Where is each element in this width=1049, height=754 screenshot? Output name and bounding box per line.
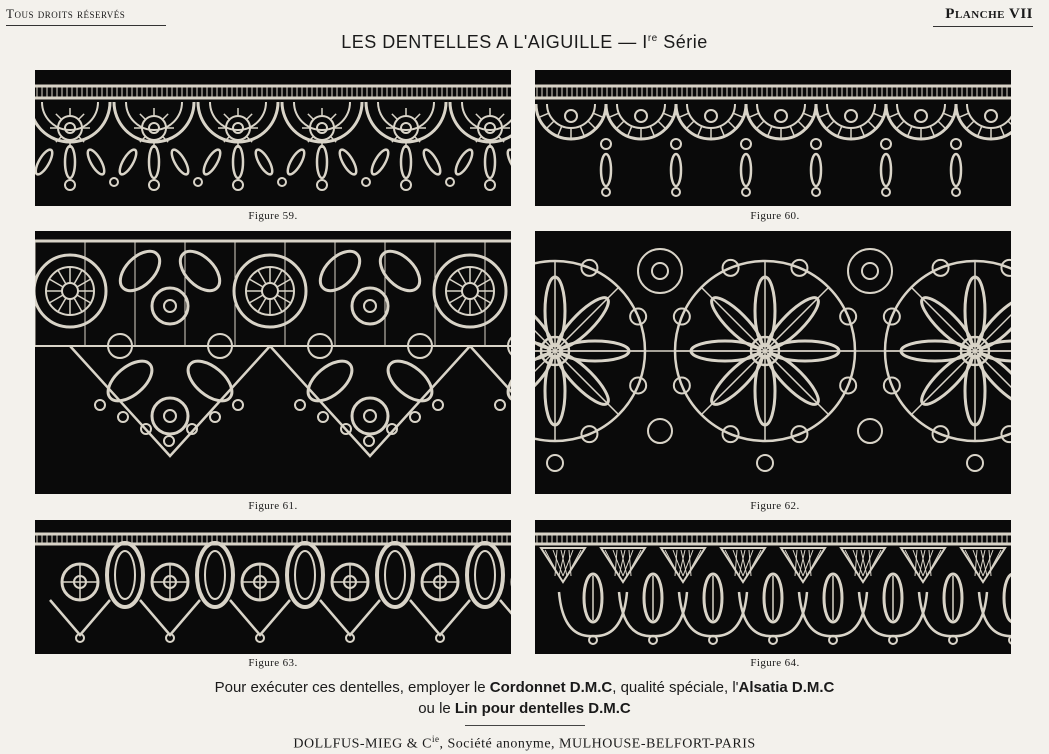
lace-motif xyxy=(317,180,327,190)
lace-motif xyxy=(401,123,411,133)
lace-motif xyxy=(77,279,91,287)
lace-motif xyxy=(1009,636,1011,644)
lace-motif xyxy=(364,436,374,446)
lace-motif xyxy=(462,283,478,299)
lace-motif xyxy=(652,263,668,279)
lace-motif xyxy=(210,412,220,422)
lace-motif xyxy=(224,114,230,120)
lace-motif xyxy=(164,410,176,422)
lace-motif xyxy=(56,114,62,120)
lace-motif xyxy=(410,412,420,422)
lace-motif xyxy=(414,114,420,120)
lace-motif xyxy=(720,126,724,136)
lace-motif xyxy=(233,123,243,133)
lace-motif xyxy=(658,121,666,129)
lace-motif xyxy=(671,154,681,186)
lace-motif xyxy=(616,121,624,129)
lace-motif xyxy=(401,180,411,190)
lace-motif xyxy=(547,104,595,128)
lace-motif xyxy=(401,146,411,178)
lace-motif xyxy=(117,147,140,176)
instructions-line-1: Pour exécuter ces dentelles, employer le Cordonnet D.M.C, qualité spéciale, l'Alsatia D.M.C xyxy=(214,679,835,696)
lace-motif xyxy=(113,244,167,298)
figure-caption-62: Figure 62. xyxy=(750,500,800,512)
lace-motif xyxy=(95,400,105,410)
lace-motif xyxy=(107,543,143,607)
lace-motif xyxy=(152,398,188,434)
lace-motif xyxy=(253,147,276,176)
lace-motif xyxy=(943,113,953,117)
lace-motif xyxy=(169,147,192,176)
lace-motif xyxy=(951,154,961,186)
lace-motif xyxy=(811,154,821,186)
lace-motif xyxy=(62,283,78,299)
lace-motif xyxy=(588,121,596,129)
lace-motif xyxy=(262,283,278,299)
lace-motif xyxy=(474,270,482,284)
lace-motif xyxy=(78,114,84,120)
lace-motif xyxy=(364,410,376,422)
lace-motif xyxy=(278,178,286,186)
lace-motif xyxy=(897,104,945,128)
lace-motif xyxy=(164,300,176,312)
lace-motif xyxy=(768,126,772,136)
lace-motif xyxy=(101,354,159,409)
lace-motif xyxy=(77,295,91,303)
figure-caption-61: Figure 61. xyxy=(248,500,298,512)
lace-motif xyxy=(819,113,829,117)
lace-motif xyxy=(317,123,327,133)
lace-motif xyxy=(277,295,291,303)
lace-motif xyxy=(149,123,159,133)
lace-motif xyxy=(881,139,891,149)
lace-motif xyxy=(410,600,470,635)
lace-motif xyxy=(115,551,135,599)
lace-motif xyxy=(249,295,263,303)
lace-motif xyxy=(152,288,188,324)
lace-motif xyxy=(318,412,328,422)
lace-motif xyxy=(967,104,1011,128)
lace-motif xyxy=(952,188,960,196)
lace-motif xyxy=(258,298,266,312)
lace-motif xyxy=(862,263,878,279)
lace-motif xyxy=(474,298,482,312)
lace-motif xyxy=(617,104,665,128)
lace-motif xyxy=(369,147,392,176)
lace-motif xyxy=(858,419,882,443)
lace-motif xyxy=(848,249,892,293)
lace-motif xyxy=(385,551,405,599)
lace-motif xyxy=(741,139,751,149)
lace-motif xyxy=(781,548,825,582)
lace-motif xyxy=(140,600,200,635)
lace-motif xyxy=(896,121,904,129)
lace-motif xyxy=(317,146,327,178)
lace-motif xyxy=(110,178,118,186)
lace-motif xyxy=(50,600,110,635)
lace-motif xyxy=(565,110,577,122)
lace-motif xyxy=(687,104,735,128)
lace-motif xyxy=(320,600,380,635)
lace-motif xyxy=(446,178,454,186)
lace-motif xyxy=(330,114,336,120)
lace-motif xyxy=(812,188,820,196)
lace-motif xyxy=(453,147,476,176)
lace-motif xyxy=(274,270,282,284)
lace-motif xyxy=(915,110,927,122)
lace-motif xyxy=(118,412,128,422)
lace-motif xyxy=(845,110,857,122)
lace-motif xyxy=(938,121,946,129)
lace-motif xyxy=(593,113,603,117)
lace-motif xyxy=(149,146,159,178)
lace-motif xyxy=(742,188,750,196)
lace-motif xyxy=(149,180,159,190)
lace-motif xyxy=(1000,126,1004,136)
lace-motif xyxy=(433,400,443,410)
lace-motif xyxy=(74,298,82,312)
lace-pattern-64 xyxy=(535,520,1011,654)
lace-motif xyxy=(287,543,323,607)
lace-motif xyxy=(648,419,672,443)
lace-motif xyxy=(485,146,495,178)
lace-motif xyxy=(873,113,883,117)
lace-motif xyxy=(580,126,584,136)
lace-motif xyxy=(258,270,266,284)
lace-motif xyxy=(230,600,290,635)
lace-motif xyxy=(803,113,813,117)
lace-motif xyxy=(197,543,233,607)
lace-motif xyxy=(352,288,388,324)
lace-motif xyxy=(972,292,1011,354)
lace-motif xyxy=(65,146,75,178)
lace-motif xyxy=(978,126,982,136)
lace-motif xyxy=(140,114,146,120)
lace-motif xyxy=(373,244,427,298)
lace-motif xyxy=(467,543,503,607)
lace-motif xyxy=(233,180,243,190)
lace-motif xyxy=(901,548,945,582)
lace-motif xyxy=(352,398,388,434)
lace-motif xyxy=(868,121,876,129)
lace-motif xyxy=(470,346,511,456)
lace-motif xyxy=(364,300,376,312)
lace-motif xyxy=(35,102,110,142)
lace-motif xyxy=(638,249,682,293)
lace-figure-63 xyxy=(35,520,511,654)
lace-motif xyxy=(733,113,743,117)
lace-motif xyxy=(539,113,549,117)
lace-motif xyxy=(811,139,821,149)
lace-motif xyxy=(741,154,751,186)
lace-motif xyxy=(558,126,562,136)
lace-pattern-63 xyxy=(35,520,511,654)
lace-motif xyxy=(881,154,891,186)
lace-motif xyxy=(485,180,495,190)
lace-motif xyxy=(477,279,491,287)
lace-pattern-60 xyxy=(535,70,1011,206)
lace-figure-62 xyxy=(535,231,1011,494)
lace-motif xyxy=(826,121,834,129)
lace-motif xyxy=(1008,121,1011,129)
lace-motif xyxy=(485,123,495,133)
lace-motif xyxy=(233,400,243,410)
lace-motif xyxy=(500,600,511,635)
lace-motif xyxy=(458,270,466,284)
lace-motif xyxy=(421,147,444,176)
lace-motif xyxy=(841,548,885,582)
lace-motif xyxy=(547,455,563,471)
lace-motif xyxy=(49,279,63,287)
lace-motif xyxy=(860,126,864,136)
lace-motif xyxy=(698,126,702,136)
lace-motif xyxy=(164,436,174,446)
lace-motif xyxy=(434,255,506,327)
lace-motif xyxy=(908,126,912,136)
lace-motif xyxy=(609,113,619,117)
lace-motif xyxy=(705,110,717,122)
lace-motif xyxy=(458,298,466,312)
footer-divider xyxy=(465,725,585,726)
lace-motif xyxy=(475,551,495,599)
lace-motif xyxy=(233,146,243,178)
lace-motif xyxy=(295,551,315,599)
figure-caption-60: Figure 60. xyxy=(750,210,800,222)
lace-motif xyxy=(74,270,82,284)
lace-motif xyxy=(498,114,504,120)
lace-motif xyxy=(756,121,764,129)
lace-motif xyxy=(959,113,969,117)
lace-motif xyxy=(476,114,482,120)
lace-motif xyxy=(249,279,263,287)
lace-motif xyxy=(798,121,806,129)
lace-figure-59 xyxy=(35,70,511,206)
lace-motif xyxy=(392,114,398,120)
lace-motif xyxy=(1004,574,1011,622)
lace-motif xyxy=(181,354,239,409)
lace-motif xyxy=(966,121,974,129)
lace-figure-61 xyxy=(35,231,511,494)
lace-motif xyxy=(686,121,694,129)
lace-motif xyxy=(679,113,689,117)
lace-pattern-62 xyxy=(535,231,1011,494)
lace-motif xyxy=(205,551,225,599)
lace-motif xyxy=(285,147,308,176)
lace-motif xyxy=(546,121,554,129)
lace-motif xyxy=(961,548,1005,582)
lace-motif xyxy=(477,295,491,303)
lace-figure-64 xyxy=(535,520,1011,654)
lace-motif xyxy=(827,104,875,128)
lace-motif xyxy=(173,244,227,298)
lace-motif xyxy=(362,178,370,186)
plate-number: Planche VII xyxy=(933,6,1033,27)
lace-motif xyxy=(35,147,55,176)
figure-caption-59: Figure 59. xyxy=(248,210,298,222)
lace-motif xyxy=(65,180,75,190)
lace-motif xyxy=(301,354,359,409)
lace-motif xyxy=(495,400,505,410)
lace-motif xyxy=(882,188,890,196)
lace-motif xyxy=(951,139,961,149)
lace-motif xyxy=(449,279,463,287)
rights-notice: Tous droits réservés xyxy=(6,6,166,26)
lace-motif xyxy=(377,543,413,607)
lace-motif xyxy=(295,400,305,410)
lace-motif xyxy=(541,548,585,582)
lace-motif xyxy=(201,147,224,176)
lace-motif xyxy=(838,126,842,136)
lace-motif xyxy=(65,123,75,133)
lace-motif xyxy=(749,113,759,117)
publisher-line: DOLLFUS-MIEG & $C^{ie}$, Société anonyme, MULHOUSE-BELFORT-PARIS xyxy=(293,734,756,752)
lace-motif xyxy=(601,139,611,149)
lace-pattern-61 xyxy=(35,231,511,494)
lace-motif xyxy=(985,110,997,122)
lace-motif xyxy=(790,126,794,136)
lace-motif xyxy=(757,455,773,471)
lace-motif xyxy=(234,255,306,327)
lace-motif xyxy=(728,121,736,129)
lace-motif xyxy=(601,154,611,186)
lace-motif xyxy=(757,104,805,128)
lace-motif xyxy=(671,139,681,149)
figure-caption-63: Figure 63. xyxy=(248,657,298,669)
lace-motif xyxy=(602,188,610,196)
lace-motif xyxy=(628,126,632,136)
lace-motif xyxy=(58,298,66,312)
lace-motif xyxy=(85,147,108,176)
lace-motif xyxy=(58,270,66,284)
lace-motif xyxy=(49,295,63,303)
lace-motif xyxy=(337,147,360,176)
lace-motif xyxy=(650,126,654,136)
lace-figure-60 xyxy=(535,70,1011,206)
lace-motif xyxy=(775,110,787,122)
figure-caption-64: Figure 64. xyxy=(750,657,800,669)
lace-motif xyxy=(194,178,202,186)
lace-motif xyxy=(277,279,291,287)
instructions-line-2: ou le Lin pour dentelles D.M.C xyxy=(418,700,631,717)
page-title: LES DENTELLES A L'AIGUILLE — Ire Série xyxy=(341,32,708,52)
lace-motif xyxy=(661,548,705,582)
lace-motif xyxy=(449,295,463,303)
lace-motif xyxy=(313,244,367,298)
lace-motif xyxy=(274,298,282,312)
lace-motif xyxy=(601,548,645,582)
lace-motif xyxy=(889,113,899,117)
lace-motif xyxy=(672,188,680,196)
lace-motif xyxy=(381,354,439,409)
lace-motif xyxy=(308,114,314,120)
lace-motif xyxy=(162,114,168,120)
lace-pattern-59 xyxy=(35,70,511,206)
lace-motif xyxy=(505,147,511,176)
lace-motif xyxy=(967,455,983,471)
lace-motif xyxy=(721,548,765,582)
lace-motif xyxy=(635,110,647,122)
lace-motif xyxy=(663,113,673,117)
lace-motif xyxy=(246,114,252,120)
lace-motif xyxy=(930,126,934,136)
